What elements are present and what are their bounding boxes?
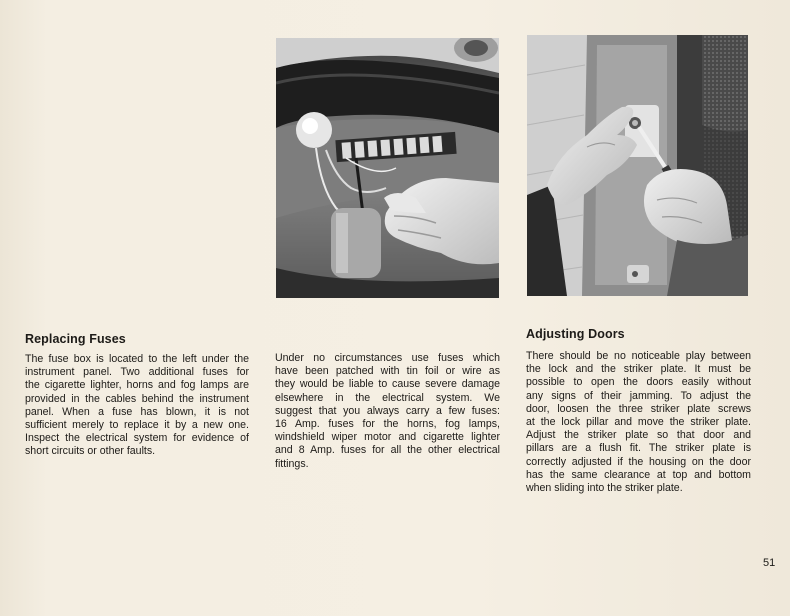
text-line: There should be no noticeable play between <box>526 350 751 362</box>
text-line: the cigarette lighter, horns and fog lamps are <box>25 379 249 392</box>
text-line: instrument panel. Two additional fuses for <box>25 366 249 379</box>
text-line: elsewhere in the electrical system. We <box>275 391 500 404</box>
fuse-box-photo <box>276 38 499 298</box>
text-line: Adjust the striker plate so that door and <box>526 429 751 442</box>
section-heading-replacing-fuses: Replacing Fuses <box>25 332 126 346</box>
text-line: they would be liable to cause severe damage <box>275 378 500 391</box>
text-line: when sliding into the striker plate. <box>526 482 683 495</box>
text-line: The fuse box is located to the left under the <box>25 353 249 365</box>
adjusting-doors-text <box>526 350 751 495</box>
door-striker-illustration <box>527 35 748 296</box>
text-line: any signs of their jamming. To adjust the <box>526 389 751 402</box>
replacing-fuses-text <box>25 353 249 459</box>
text-line: short circuits or other faults. <box>25 445 156 458</box>
text-line: the lock and the striker plate. It must be <box>526 363 751 376</box>
text-line: at the lock pillar and move the striker plate. <box>526 416 751 429</box>
text-line: 16 Amp. fuses for the horns, fog lamps, <box>275 418 500 431</box>
door-striker-photo <box>527 35 748 296</box>
text-line: Under no circumstances use fuses which <box>275 352 500 364</box>
text-line: fittings. <box>275 457 309 470</box>
text-line: door, loosen the three striker plate screws <box>526 402 751 415</box>
text-line: suggest that you always carry a few fuses: <box>275 404 500 417</box>
text-line: sufficient merely to replace it by a new one. <box>25 419 249 432</box>
text-line: has the same clearance at top and bottom <box>526 468 751 481</box>
text-line: correctly adjusted if the housing on the door <box>526 455 751 468</box>
text-line: have been patched with tin foil or wire as <box>275 365 500 378</box>
text-line: Inspect the electrical system for evidence of <box>25 432 249 445</box>
text-line: pillars are a flush fit. The striker plate is <box>526 442 751 455</box>
text-line: panel. When a fuse has blown, it is not <box>25 405 249 418</box>
text-line: and 8 Amp. fuses for all the other electrical <box>275 444 500 457</box>
text-line: windshield wiper motor and cigarette lighter <box>275 431 500 444</box>
text-line: provided in the cables behind the instrument <box>25 392 249 405</box>
fuse-box-illustration <box>276 38 499 298</box>
text-line: possible to open the doors easily without <box>526 376 751 389</box>
page-number: 51 <box>763 557 776 569</box>
section-heading-adjusting-doors: Adjusting Doors <box>526 327 625 341</box>
fuse-warning-text <box>275 352 500 471</box>
